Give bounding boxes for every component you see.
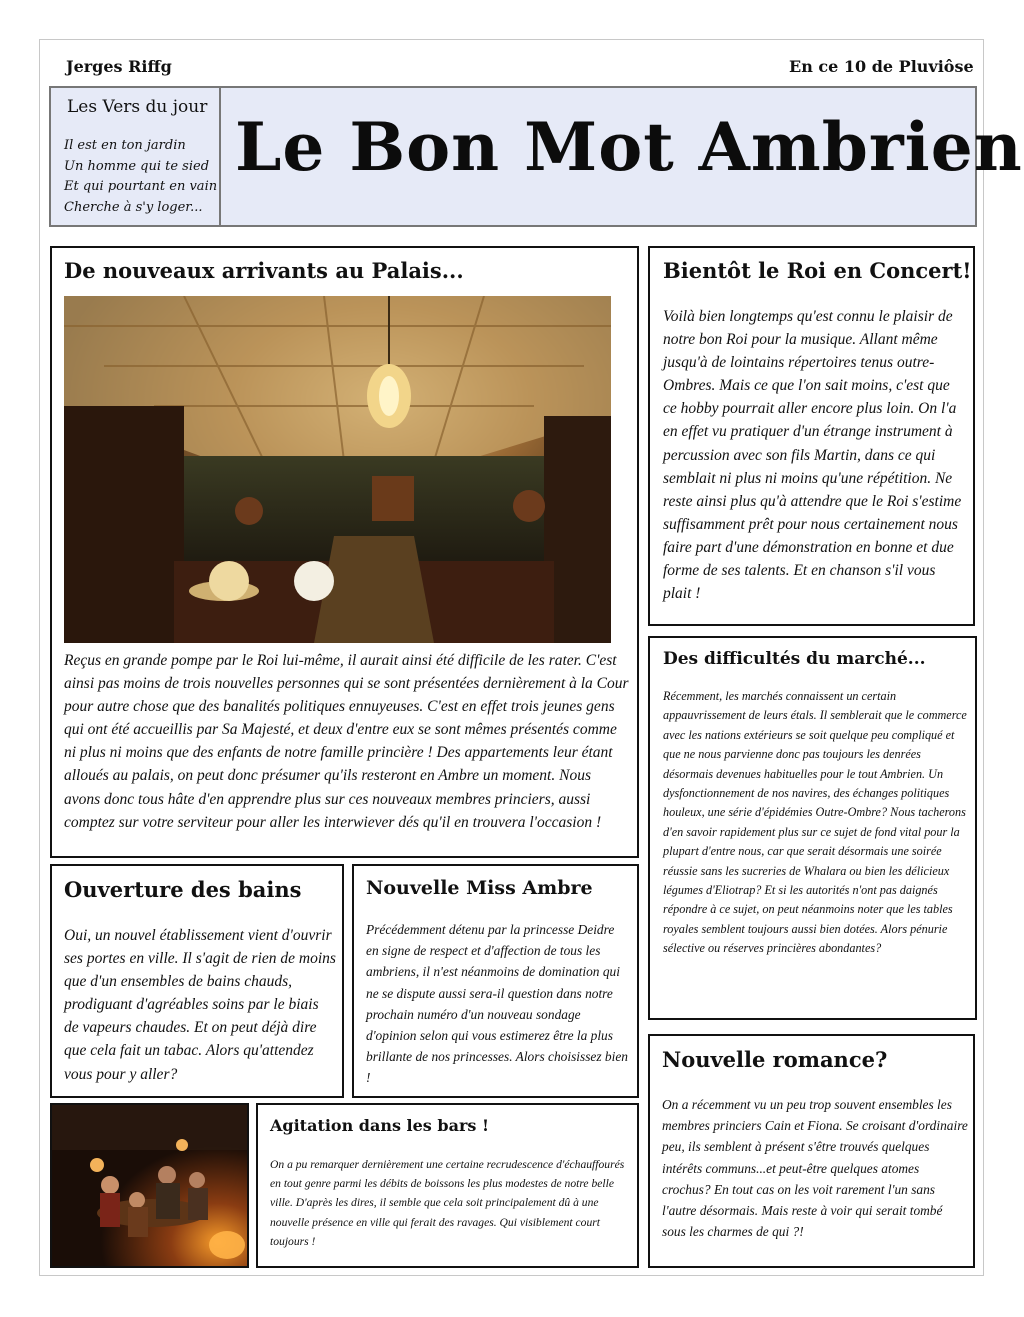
article-text: Récemment, les marchés connaissent un certain appauvrissement de leurs étals. Il semblerait que le commerce avec les nations extérieurs se soit quelque peu compliqué et que ne nous parvienne donc pas toujours les denrées désormais devenues habituelles pour le tout Ambrien. Un dysfonctionnement de nos navires, des échanges politiques houleux, une série d'épidémies Outre-Ombre? Nous tacherons d'en savoir rapidement plus sur ce sujet de fond vital pour la plupart d'entre nous, car que serait désormais une soirée réussie sans les sucreries de Whalara ou bien les délicieux légumes d'Eliotrap? Et si les autorités n'ont pas daignés répondre à ce sujet, on peut néanmoins noter que les tables royales semblent toujours aussi bien dotées. Alors pénurie sélective ou réserves princières abondantes?	[663, 689, 967, 956]
article-title: De nouveaux arrivants au Palais...	[64, 258, 464, 283]
poem-line: Il est en ton jardin	[64, 138, 186, 153]
poem-lines	[64, 136, 219, 218]
article-marche	[648, 636, 977, 1020]
newspaper-title: Le Bon Mot Ambrien	[235, 108, 1023, 186]
poem-heading: Les Vers du jour	[67, 97, 208, 117]
author-name: Jerges Riffg	[66, 57, 172, 76]
article-bars	[256, 1103, 639, 1268]
article-concert	[648, 246, 975, 626]
article-miss	[352, 864, 639, 1098]
article-arrivants	[50, 246, 639, 858]
poem-line: Et qui pourtant en vain	[64, 179, 218, 194]
great-hall-image	[64, 296, 611, 643]
article-title: Nouvelle Miss Ambre	[366, 877, 593, 899]
article-title: Ouverture des bains	[64, 877, 302, 902]
article-text: Oui, un nouvel établissement vient d'ouvrir ses portes en ville. Il s'agit de rien de moins que d'un ensembles de bains chauds, prodiguant d'agréables soins par le biais de vapeurs chaudes. Et on peut déjà dire que cela fait un tabac. Alors qu'attendez vous pour y aller?	[64, 927, 336, 1083]
article-text: On a récemment vu un peu trop souvent ensembles les membres princiers Cain et Fiona. Se croisant d'ordinaire peu, ils semblent à présent s'être trouvés quelques intérêts communs...et peut-être quelques atomes crochus? En tout cas on les voit rarement l'un sans l'autre désormais. Mais reste à voir qui serait tombé sous les charmes de qui ?!	[662, 1097, 968, 1240]
issue-date: En ce 10 de Pluviôse	[789, 57, 974, 76]
great-hall-photo	[64, 296, 611, 643]
article-romance	[648, 1034, 975, 1268]
poem-line: Un homme qui te sied	[64, 158, 210, 174]
tavern-picture-box	[50, 1103, 249, 1268]
masthead	[219, 86, 1023, 227]
article-text: Voilà bien longtemps qu'est connu le plaisir de notre bon Roi pour la musique. Allant même jusqu'à de lointains répertoires tenus outre-Ombres. Mais ce que l'on sait moins, c'est que ce hobby pourrait aller encore plus loin. On l'a en effet vu pratiquer d'un étrange instrument à percussion avec son fils Martin, dans ce qui semblait ni plus ni moins qu'une répétition. Ne reste ainsi plus qu'à attendre que le Roi s'estime suffisamment prêt pour nous certainement nous faire part d'une démonstration en bonne et due forme de ses talents. Et en chanson s'il vous plait !	[663, 308, 962, 603]
tavern-image	[52, 1105, 247, 1266]
article-title: Nouvelle romance?	[662, 1047, 888, 1072]
article-title: Agitation dans les bars !	[270, 1116, 489, 1135]
article-text: Précédemment détenu par la princesse Deidre en signe de respect et d'affection de tous les ambriens, il n'est néanmoins de domination qui ne se dispute aussi sera-il question dans notre prochain numéro d'un nouveau sondage d'opinion selon qui vous estimerez être la plus brillante de nos princesses. Alors choisissez bien !	[366, 922, 628, 1086]
article-text: Reçus en grande pompe par le Roi lui-même, il aurait ainsi été difficile de les rater. C'est ainsi pas moins de trois nouvelles personnes qui se sont présentées dernièrement à la Cour pour autre chose que des banalités politiques ennuyeuses. C'est en effet trois jeunes gens qui ont été accueillis par Sa Majesté, et deux d'entre eux se sont mêmes présentés comme ni plus ni moins que des enfants de notre famille princière ! Des appartements leur étant alloués au palais, on peut donc présumer qu'ils resteront en Ambre un moment. Nous avons donc tous hâte d'en apprendre plus sur ces nouveaux membres princiers, aussi comptez sur votre serviteur pour aller les interwiever dés qu'il en trouvera l'occasion !	[64, 652, 629, 831]
article-title: Bientôt le Roi en Concert!	[663, 258, 972, 283]
article-text: On a pu remarquer dernièrement une certaine recrudescence d'échauffourés en tout genre parmi les débits de boissons les plus modestes de notre belle ville. D'après les dires, il semble que cela soit principalement dû à une nouvelle présence en ville qui ferait des ravages. Qui visiblement court toujours !	[270, 1158, 625, 1248]
poem-line: Cherche à s'y loger...	[64, 199, 203, 215]
article-title: Des difficultés du marché...	[663, 649, 926, 669]
article-bains	[50, 864, 344, 1098]
poem-box	[49, 86, 221, 227]
